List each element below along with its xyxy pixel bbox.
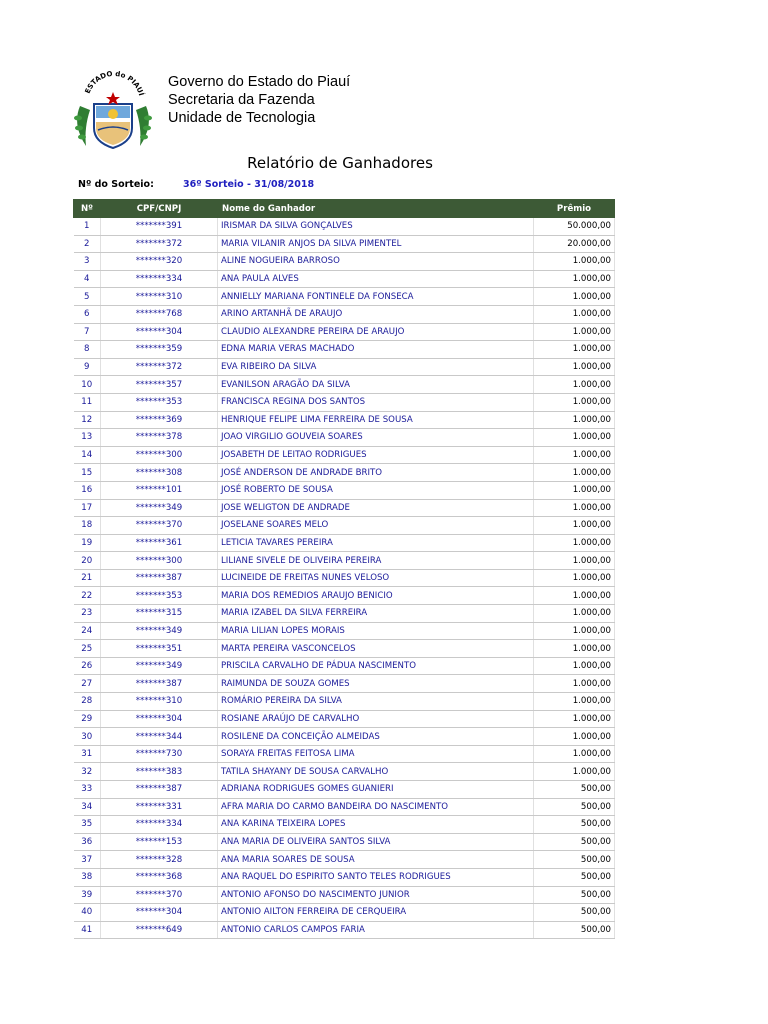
winner-name: EVA RIBEIRO DA SILVA [218,358,534,376]
table-row [74,851,615,869]
column-header-name: Nome do Ganhador [218,200,534,218]
prize-value: 1.000,00 [534,587,615,605]
prize-value: 500,00 [534,851,615,869]
row-number: 29 [74,710,101,728]
row-number: 36 [74,833,101,851]
winner-name: HENRIQUE FELIPE LIMA FERREIRA DE SOUSA [218,411,534,429]
prize-value: 1.000,00 [534,270,615,288]
cpf-cell: *******369 [101,411,218,429]
cpf-cell: *******368 [101,868,218,886]
prize-value: 1.000,00 [534,411,615,429]
winners-table [73,199,615,939]
prize-value: 1.000,00 [534,745,615,763]
table-row [74,288,615,306]
report-title: Relatório de Ganhadores [247,154,433,172]
prize-value: 500,00 [534,868,615,886]
winner-name: EDNA MARIA VERAS MACHADO [218,341,534,359]
winner-name: MARIA VILANIR ANJOS DA SILVA PIMENTEL [218,235,534,253]
prize-value: 1.000,00 [534,481,615,499]
cpf-cell: *******372 [101,235,218,253]
prize-value: 1.000,00 [534,323,615,341]
prize-value: 1.000,00 [534,376,615,394]
cpf-cell: *******370 [101,517,218,535]
row-number: 33 [74,781,101,799]
prize-value: 500,00 [534,816,615,834]
prize-value: 1.000,00 [534,429,615,447]
row-number: 31 [74,745,101,763]
table-row [74,358,615,376]
row-number: 23 [74,605,101,623]
prize-value: 1.000,00 [534,763,615,781]
winner-name: MARTA PEREIRA VASCONCELOS [218,640,534,658]
table-row [74,552,615,570]
row-number: 3 [74,253,101,271]
table-row [74,270,615,288]
cpf-cell: *******310 [101,288,218,306]
cpf-cell: *******768 [101,305,218,323]
row-number: 2 [74,235,101,253]
table-row [74,517,615,535]
cpf-cell: *******359 [101,341,218,359]
winner-name: JOSÉ ROBERTO DE SOUSA [218,481,534,499]
row-number: 27 [74,675,101,693]
cpf-cell: *******331 [101,798,218,816]
table-row [74,446,615,464]
row-number: 11 [74,393,101,411]
table-row [74,745,615,763]
cpf-cell: *******344 [101,728,218,746]
row-number: 35 [74,816,101,834]
table-row [74,323,615,341]
prize-value: 500,00 [534,798,615,816]
cpf-cell: *******387 [101,675,218,693]
table-row [74,693,615,711]
row-number: 20 [74,552,101,570]
prize-value: 1.000,00 [534,657,615,675]
row-number: 41 [74,921,101,939]
row-number: 9 [74,358,101,376]
winner-name: FRANCISCA REGINA DOS SANTOS [218,393,534,411]
row-number: 40 [74,904,101,922]
cpf-cell: *******378 [101,429,218,447]
row-number: 8 [74,341,101,359]
winner-name: ROSILENE DA CONCEIÇÃO ALMEIDAS [218,728,534,746]
table-row [74,921,615,939]
winner-name: IRISMAR DA SILVA GONÇALVES [218,218,534,236]
table-row [74,411,615,429]
winner-name: JOSÉ ANDERSON DE ANDRADE BRITO [218,464,534,482]
table-row [74,393,615,411]
prize-value: 500,00 [534,921,615,939]
cpf-cell: *******304 [101,323,218,341]
state-emblem [70,70,156,152]
row-number: 15 [74,464,101,482]
row-number: 24 [74,622,101,640]
column-header-prize: Prêmio [534,200,615,218]
row-number: 38 [74,868,101,886]
winner-name: JOSABETH DE LEITAO RODRIGUES [218,446,534,464]
cpf-cell: *******101 [101,481,218,499]
prize-value: 500,00 [534,886,615,904]
row-number: 10 [74,376,101,394]
winner-name: LETICIA TAVARES PEREIRA [218,534,534,552]
cpf-cell: *******328 [101,851,218,869]
winner-name: MARIA DOS REMEDIOS ARAUJO BENICIO [218,587,534,605]
row-number: 37 [74,851,101,869]
cpf-cell: *******387 [101,569,218,587]
prize-value: 1.000,00 [534,305,615,323]
row-number: 14 [74,446,101,464]
row-number: 4 [74,270,101,288]
row-number: 32 [74,763,101,781]
cpf-cell: *******353 [101,393,218,411]
table-row [74,534,615,552]
row-number: 25 [74,640,101,658]
prize-value: 1.000,00 [534,358,615,376]
table-row [74,481,615,499]
row-number: 28 [74,693,101,711]
cpf-cell: *******320 [101,253,218,271]
org-line-unit: Unidade de Tecnologia [168,110,316,126]
cpf-cell: *******349 [101,622,218,640]
prize-value: 1.000,00 [534,288,615,306]
cpf-cell: *******353 [101,587,218,605]
prize-value: 1.000,00 [534,693,615,711]
row-number: 26 [74,657,101,675]
row-number: 12 [74,411,101,429]
winner-name: AFRA MARIA DO CARMO BANDEIRA DO NASCIMENTO [218,798,534,816]
cpf-cell: *******387 [101,781,218,799]
winner-name: ANTONIO CARLOS CAMPOS FARIA [218,921,534,939]
winner-name: TATILA SHAYANY DE SOUSA CARVALHO [218,763,534,781]
winner-name: ROMÁRIO PEREIRA DA SILVA [218,693,534,711]
winner-name: ANA PAULA ALVES [218,270,534,288]
prize-value: 1.000,00 [534,534,615,552]
table-row [74,587,615,605]
cpf-cell: *******334 [101,270,218,288]
cpf-cell: *******372 [101,358,218,376]
prize-value: 1.000,00 [534,728,615,746]
cpf-cell: *******361 [101,534,218,552]
cpf-cell: *******300 [101,552,218,570]
table-row [74,622,615,640]
prize-value: 1.000,00 [534,253,615,271]
table-row [74,341,615,359]
table-row [74,235,615,253]
winner-name: ANA MARIA DE OLIVEIRA SANTOS SILVA [218,833,534,851]
row-number: 5 [74,288,101,306]
prize-value: 500,00 [534,904,615,922]
prize-value: 1.000,00 [534,446,615,464]
winner-name: JOSELANE SOARES MELO [218,517,534,535]
prize-value: 1.000,00 [534,640,615,658]
row-number: 13 [74,429,101,447]
prize-value: 1.000,00 [534,569,615,587]
winner-name: ALINE NOGUEIRA BARROSO [218,253,534,271]
table-row [74,218,615,236]
prize-value: 20.000,00 [534,235,615,253]
table-row [74,675,615,693]
table-row [74,499,615,517]
table-row [74,429,615,447]
winner-name: MARIA LILIAN LOPES MORAIS [218,622,534,640]
prize-value: 500,00 [534,781,615,799]
table-row [74,253,615,271]
row-number: 39 [74,886,101,904]
table-row [74,728,615,746]
cpf-cell: *******391 [101,218,218,236]
winner-name: JOAO VIRGILIO GOUVEIA SOARES [218,429,534,447]
winner-name: MARIA IZABEL DA SILVA FERREIRA [218,605,534,623]
prize-value: 500,00 [534,833,615,851]
prize-value: 1.000,00 [534,341,615,359]
table-row [74,657,615,675]
winner-name: ANA KARINA TEIXEIRA LOPES [218,816,534,834]
cpf-cell: *******357 [101,376,218,394]
table-row [74,640,615,658]
prize-value: 1.000,00 [534,710,615,728]
winner-name: SORAYA FREITAS FEITOSA LIMA [218,745,534,763]
winner-name: LILIANE SIVELE DE OLIVEIRA PEREIRA [218,552,534,570]
row-number: 7 [74,323,101,341]
row-number: 22 [74,587,101,605]
prize-value: 1.000,00 [534,393,615,411]
winner-name: ADRIANA RODRIGUES GOMES GUANIERI [218,781,534,799]
table-row [74,886,615,904]
org-line-secretariat: Secretaria da Fazenda [168,92,315,108]
prize-value: 1.000,00 [534,622,615,640]
cpf-cell: *******370 [101,886,218,904]
row-number: 19 [74,534,101,552]
cpf-cell: *******153 [101,833,218,851]
cpf-cell: *******649 [101,921,218,939]
table-row [74,605,615,623]
table-row [74,710,615,728]
table-row [74,763,615,781]
table-body [74,218,615,939]
table-row [74,305,615,323]
row-number: 34 [74,798,101,816]
organization-block [168,73,350,127]
table-row [74,376,615,394]
cpf-cell: *******315 [101,605,218,623]
table-row [74,569,615,587]
prize-value: 1.000,00 [534,552,615,570]
row-number: 18 [74,517,101,535]
winner-name: ARINO ARTANHÃ DE ARAUJO [218,305,534,323]
table-row [74,816,615,834]
org-line-government: Governo do Estado do Piauí [168,74,351,90]
winner-name: JOSE WELIGTON DE ANDRADE [218,499,534,517]
winner-name: ANNIELLY MARIANA FONTINELE DA FONSECA [218,288,534,306]
cpf-cell: *******300 [101,446,218,464]
winner-name: PRISCILA CARVALHO DE PÁDUA NASCIMENTO [218,657,534,675]
row-number: 30 [74,728,101,746]
prize-value: 50.000,00 [534,218,615,236]
prize-value: 1.000,00 [534,517,615,535]
prize-value: 1.000,00 [534,499,615,517]
winner-name: ANTONIO AFONSO DO NASCIMENTO JUNIOR [218,886,534,904]
winner-name: ANTONIO AILTON FERREIRA DE CERQUEIRA [218,904,534,922]
winner-name: ROSIANE ARAÚJO DE CARVALHO [218,710,534,728]
row-number: 1 [74,218,101,236]
cpf-cell: *******349 [101,657,218,675]
cpf-cell: *******304 [101,710,218,728]
row-number: 21 [74,569,101,587]
cpf-cell: *******383 [101,763,218,781]
cpf-cell: *******308 [101,464,218,482]
row-number: 17 [74,499,101,517]
sorteio-value: 36º Sorteio - 31/08/2018 [183,179,315,190]
table-row [74,904,615,922]
svg-text:ESTADO do PIAUÍ: ESTADO do PIAUÍ [83,70,146,97]
cpf-cell: *******351 [101,640,218,658]
table-row [74,868,615,886]
coat-of-arms-icon [70,70,156,152]
cpf-cell: *******310 [101,693,218,711]
winner-name: CLAUDIO ALEXANDRE PEREIRA DE ARAUJO [218,323,534,341]
row-number: 16 [74,481,101,499]
winner-name: LUCINEIDE DE FREITAS NUNES VELOSO [218,569,534,587]
cpf-cell: *******334 [101,816,218,834]
winner-name: EVANILSON ARAGÃO DA SILVA [218,376,534,394]
winner-name: RAIMUNDA DE SOUZA GOMES [218,675,534,693]
row-number: 6 [74,305,101,323]
winner-name: ANA RAQUEL DO ESPIRITO SANTO TELES RODRIGUES [218,868,534,886]
table-row [74,798,615,816]
column-header-number: Nº [74,200,101,218]
prize-value: 1.000,00 [534,605,615,623]
table-row [74,464,615,482]
table-row [74,833,615,851]
winner-name: ANA MARIA SOARES DE SOUSA [218,851,534,869]
cpf-cell: *******349 [101,499,218,517]
prize-value: 1.000,00 [534,675,615,693]
cpf-cell: *******730 [101,745,218,763]
cpf-cell: *******304 [101,904,218,922]
table-row [74,781,615,799]
prize-value: 1.000,00 [534,464,615,482]
sorteio-label: Nº do Sorteio: [78,179,154,190]
table-header-row [74,200,615,218]
column-header-cpf: CPF/CNPJ [101,200,218,218]
